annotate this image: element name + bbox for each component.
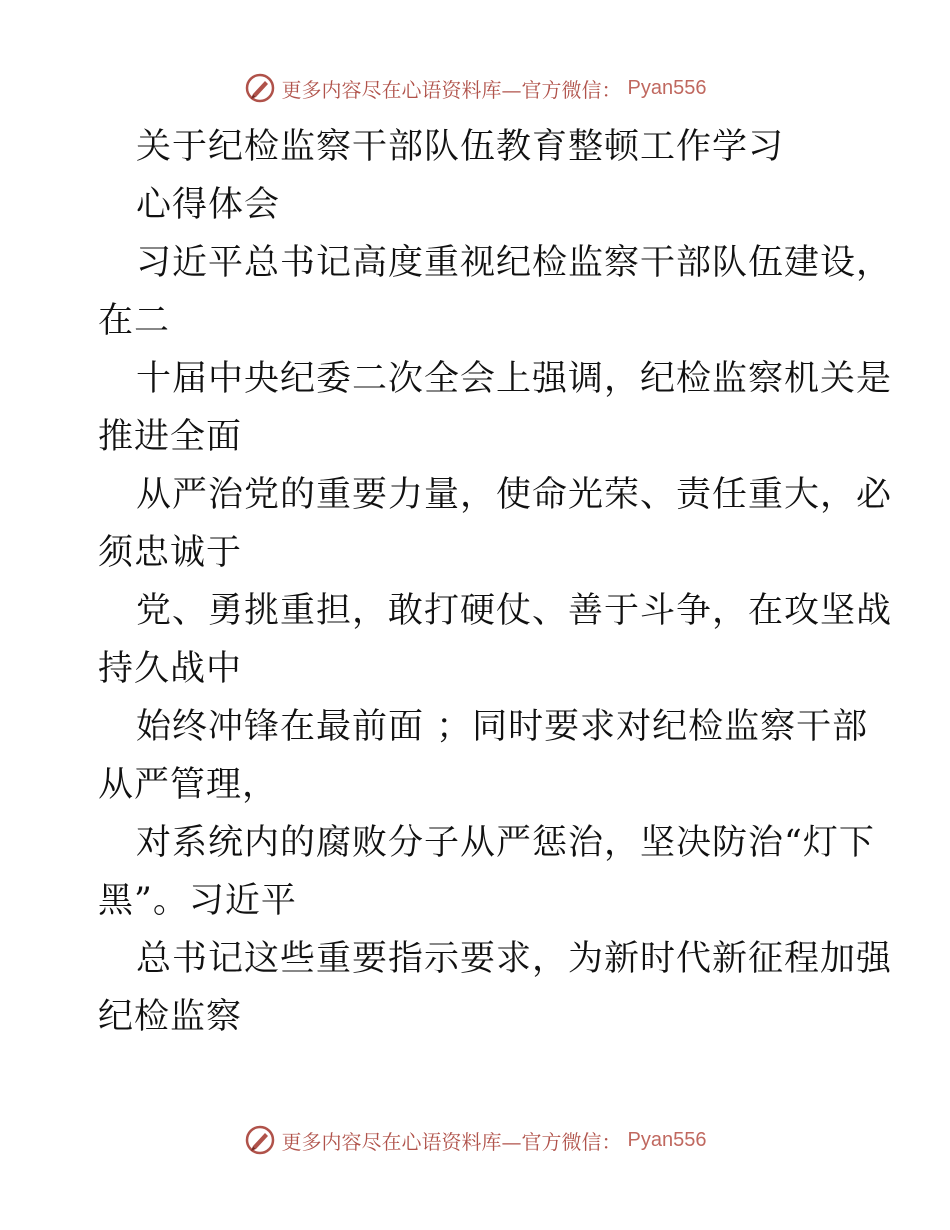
text-line: 十届中央纪委二次全会上强调，纪检监察机关是 (136, 359, 893, 399)
text-line: 对系统内的腐败分子从严惩治，坚决防治“灯下 (136, 823, 875, 863)
text-line: 纪检监察 (98, 997, 243, 1037)
pen-logo-icon (244, 72, 276, 104)
header-watermark (0, 72, 950, 104)
text-line: 关于纪检监察干部队伍教育整顿工作学习 (136, 127, 785, 167)
text-line: 从严管理， (98, 765, 279, 805)
text-line: 持久战中 (98, 649, 243, 689)
footer-watermark (0, 1124, 950, 1156)
text-line: 始终冲锋在最前面 ；同时要求对纪检监察干部 (136, 707, 869, 747)
watermark-text: 更多内容尽在心语资料库—官方微信： (281, 77, 622, 102)
watermark-account: Pyan556 (627, 1128, 707, 1151)
watermark-text: 更多内容尽在心语资料库—官方微信： (281, 1129, 622, 1154)
pen-logo-icon (244, 1124, 276, 1156)
text-line: 须忠诚于 (98, 533, 243, 573)
watermark-account: Pyan556 (627, 76, 707, 99)
text-line: 推进全面 (98, 417, 243, 457)
text-line: 从严治党的重要力量，使命光荣、责任重大，必 (136, 475, 893, 515)
text-line: 总书记这些重要指示要求，为新时代新征程加强 (136, 939, 893, 979)
text-line: 在二 (98, 301, 171, 341)
text-line: 习近平总书记高度重视纪检监察干部队伍建设， (136, 243, 893, 283)
document-body (98, 118, 893, 1046)
text-line: 党、勇挑重担，敢打硬仗、善于斗争，在攻坚战 (136, 591, 893, 631)
text-line: 心得体会 (136, 185, 281, 225)
text-line: 黑”。习近平 (98, 881, 297, 921)
